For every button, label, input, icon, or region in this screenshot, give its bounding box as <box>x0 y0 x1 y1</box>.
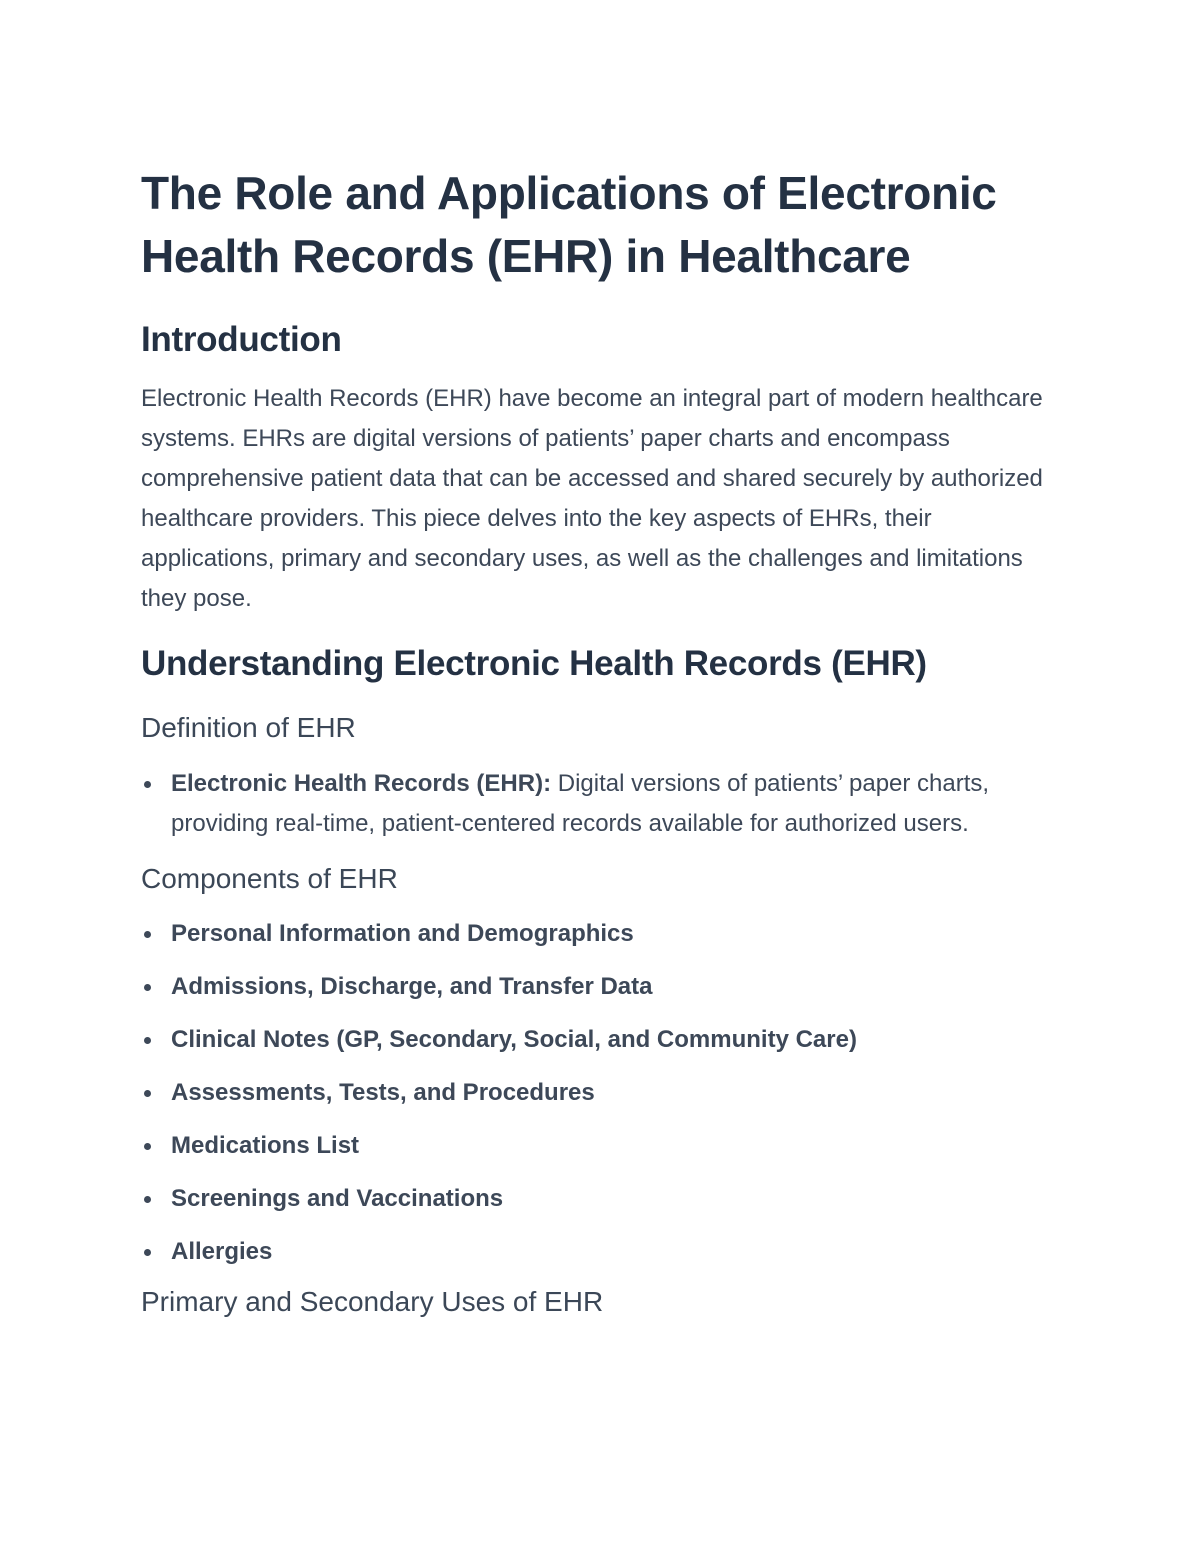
subsection-heading-uses: Primary and Secondary Uses of EHR <box>141 1286 604 1317</box>
list-item: Screenings and Vaccinations <box>141 1184 1071 1214</box>
definition-text: Digital versions of patients’ paper charts, providing real-time, patient-centered records available for authorized users. <box>171 770 990 837</box>
definition-term: Electronic Health Records (EHR): <box>171 770 552 797</box>
list-item <box>141 764 1071 844</box>
list-item: Assessments, Tests, and Procedures <box>141 1078 1071 1108</box>
section-heading-introduction: Introduction <box>141 320 342 359</box>
document-title: The Role and Applications of Electronic Health Records (EHR) in Healthcare <box>141 167 997 282</box>
introduction-paragraph: Electronic Health Records (EHR) have become an integral part of modern healthcare systems. EHRs are digital versions of patients’ paper charts and encompass comprehensive patient data that can be accessed and shared securely by authorized healthcare providers. This piece delves into the key aspects of EHRs, their applications, primary and secondary uses, as well as the challenges and limitations they pose. <box>141 385 1043 612</box>
subsection-heading-components: Components of EHR <box>141 863 398 894</box>
list-item: Medications List <box>141 1131 1071 1161</box>
subsection-heading-definition: Definition of EHR <box>141 712 356 743</box>
list-item: Admissions, Discharge, and Transfer Data <box>141 972 1071 1002</box>
document-page <box>141 162 1071 1318</box>
definition-list <box>141 764 1071 844</box>
components-list <box>141 919 1071 1267</box>
list-item: Clinical Notes (GP, Secondary, Social, and Community Care) <box>141 1025 1071 1055</box>
list-item: Personal Information and Demographics <box>141 919 1071 949</box>
section-heading-understanding-ehr: Understanding Electronic Health Records (EHR) <box>141 644 927 683</box>
list-item: Allergies <box>141 1237 1071 1267</box>
